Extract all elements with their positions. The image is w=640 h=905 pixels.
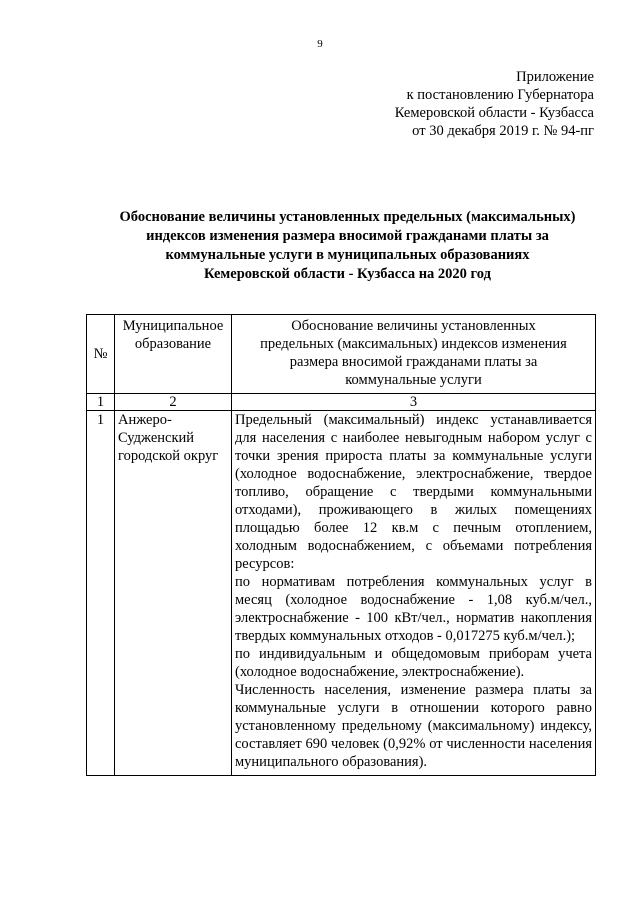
table-row xyxy=(87,411,596,776)
title-line: коммунальные услуги в муниципальных образованиях xyxy=(165,247,530,263)
justification-paragraph: по индивидуальным и общедомовым приборам учета (холодное водоснабжение, электроснабжение). xyxy=(235,646,592,680)
title-line: Кемеровской области - Кузбасса на 2020 год xyxy=(204,266,491,282)
municipality-name: Анжеро-Судженский городской округ xyxy=(115,411,232,776)
title-line: Обоснование величины установленных предельных (максимальных) xyxy=(119,209,576,225)
header-municipality: Муниципальное образование xyxy=(115,315,232,394)
page-number: 9 xyxy=(317,38,323,50)
justification-table xyxy=(86,314,596,776)
title-line: индексов изменения размера вносимой гражданами платы за xyxy=(146,228,549,244)
row-number: 1 xyxy=(87,411,115,776)
document-title xyxy=(100,208,595,284)
justification-text xyxy=(232,411,596,776)
header-num: № xyxy=(87,315,115,394)
approval-line: Кемеровской области - Кузбасса xyxy=(394,105,594,121)
justification-paragraph: по нормативам потребления коммунальных услуг в месяц (холодное водоснабжение - 1,08 куб.м/чел., электроснабжение - 100 кВт/чел., норматив накопления твердых коммунальных отходов - 0,017275 куб.м/чел.); xyxy=(235,574,592,644)
justification-paragraph: Численность населения, изменение размера платы за коммунальные услуги в отношении которого равно установленному предельному (максимальному) индексу, составляет 690 человек (0,92% от численности населения муниципального образования). xyxy=(235,682,592,770)
approval-line: к постановлению Губернатора xyxy=(406,87,594,103)
header-justification: Обоснование величины установленных предельных (максимальных) индексов изменения размера вносимой гражданами платы за коммунальные услуги xyxy=(232,315,596,394)
justification-paragraph: Предельный (максимальный) индекс устанавливается для населения с наиболее невыгодным набором услуг с точки зрения прироста платы за коммунальные услуги (холодное водоснабжение, электроснабжение, твердое топливо, обращение с твердыми коммунальными отходами), проживающего в жилых помещениях площадью более 12 кв.м с печным отоплением, холодным водоснабжением, с объемами потребления ресурсов: xyxy=(235,412,592,572)
column-number: 1 xyxy=(87,394,115,411)
approval-line: Приложение xyxy=(516,69,594,85)
approval-line: от 30 декабря 2019 г. № 94-пг xyxy=(412,123,594,139)
column-number-row xyxy=(87,394,596,411)
column-number: 3 xyxy=(232,394,596,411)
column-number: 2 xyxy=(115,394,232,411)
table-header-row xyxy=(87,315,596,394)
approval-block xyxy=(372,68,594,140)
